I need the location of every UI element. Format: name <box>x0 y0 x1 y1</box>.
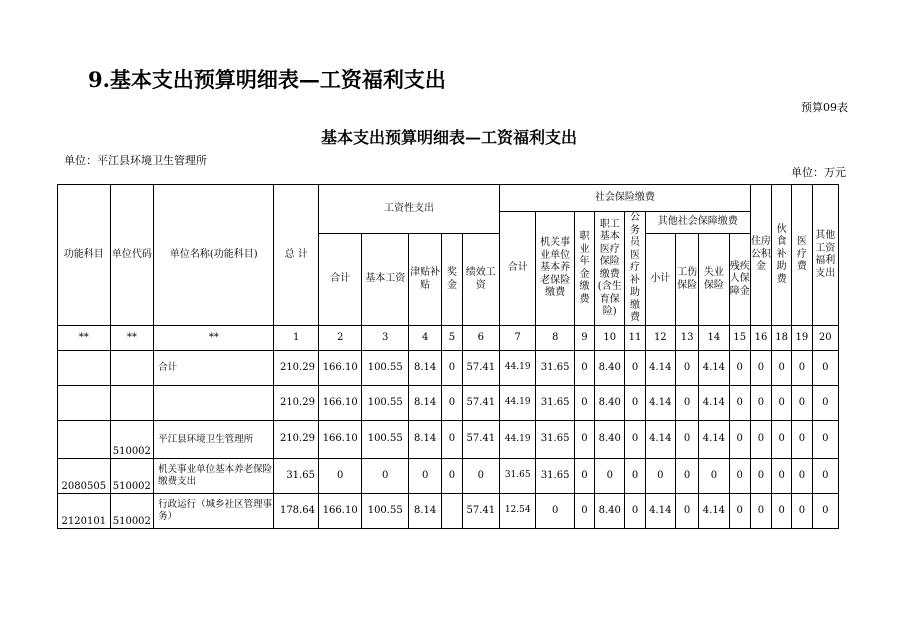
header-other-subtotal: 小计 <box>645 234 675 326</box>
value-cell: 44.19 <box>500 351 536 386</box>
value-cell: 8.40 <box>595 386 625 421</box>
value-cell: 0 <box>772 351 792 386</box>
value-cell: 31.65 <box>536 386 574 421</box>
value-cell: 8.14 <box>408 351 441 386</box>
page-heading: 9.基本支出预算明细表—工资福利支出 <box>88 67 446 92</box>
column-index-cell: ** <box>110 326 153 351</box>
value-cell: 0 <box>574 494 594 529</box>
column-index-cell: 3 <box>362 326 409 351</box>
value-cell: 44.19 <box>500 421 536 459</box>
value-cell: 178.64 <box>274 494 319 529</box>
column-index-cell: 1 <box>274 326 319 351</box>
value-cell: 166.10 <box>318 386 361 421</box>
value-cell: 166.10 <box>318 494 361 529</box>
header-basic-wage: 基本工资 <box>362 234 409 326</box>
value-cell: 0 <box>574 386 594 421</box>
value-cell: 0 <box>772 386 792 421</box>
column-index-cell: 8 <box>536 326 574 351</box>
value-cell: 0 <box>675 494 698 529</box>
value-cell: 0 <box>772 494 792 529</box>
value-cell: 8.14 <box>408 421 441 459</box>
unit-code-cell: 510002 <box>110 459 153 494</box>
value-cell: 0 <box>675 386 698 421</box>
value-cell: 4.14 <box>645 421 675 459</box>
header-total: 总 计 <box>274 185 319 326</box>
table-row <box>58 421 839 459</box>
value-cell: 0 <box>729 386 750 421</box>
column-index-cell: 15 <box>729 326 750 351</box>
header-other-social-group: 其他社会保障缴费 <box>645 212 750 234</box>
header-social-total: 合计 <box>500 212 536 326</box>
table-row <box>58 386 839 421</box>
unit-name-cell: 机关事业单位基本养老保险缴费支出 <box>154 459 274 494</box>
budget-table <box>57 184 839 529</box>
form-number: 预算09表 <box>801 101 848 114</box>
value-cell: 0 <box>625 421 645 459</box>
value-cell: 0 <box>699 459 729 494</box>
value-cell: 0 <box>625 386 645 421</box>
value-cell: 0 <box>750 494 771 529</box>
value-cell: 166.10 <box>318 351 361 386</box>
header-housing-fund: 住房公积金 <box>750 185 771 326</box>
unit-code-cell <box>110 351 153 386</box>
table-row <box>58 459 839 494</box>
column-index-cell: 19 <box>792 326 812 351</box>
header-injury: 工伤保险 <box>675 234 698 326</box>
value-cell: 0 <box>812 421 839 459</box>
value-cell: 0 <box>442 459 462 494</box>
unit-label: 单位：平江县环境卫生管理所 <box>64 154 207 167</box>
header-wage-total: 合计 <box>318 234 361 326</box>
value-cell: 0 <box>772 421 792 459</box>
header-func-code: 功能科目 <box>58 185 111 326</box>
value-cell: 31.65 <box>536 351 574 386</box>
value-cell: 0 <box>595 459 625 494</box>
value-cell: 0 <box>772 459 792 494</box>
column-index-cell: 9 <box>574 326 594 351</box>
func-code-cell: 2080505 <box>58 459 111 494</box>
table-row <box>58 494 839 529</box>
value-cell: 0 <box>536 494 574 529</box>
column-index-cell: 11 <box>625 326 645 351</box>
value-cell: 8.14 <box>408 494 441 529</box>
value-cell: 8.40 <box>595 421 625 459</box>
value-cell: 0 <box>729 459 750 494</box>
header-unit-code: 单位代码 <box>110 185 153 326</box>
column-index-cell: ** <box>154 326 274 351</box>
value-cell: 0 <box>442 386 462 421</box>
value-cell: 0 <box>729 421 750 459</box>
value-cell: 0 <box>729 494 750 529</box>
table-title: 基本支出预算明细表—工资福利支出 <box>320 128 577 147</box>
value-cell: 0 <box>318 459 361 494</box>
value-cell: 44.19 <box>500 386 536 421</box>
money-unit-label: 单位：万元 <box>791 166 846 179</box>
value-cell: 31.65 <box>274 459 319 494</box>
column-index-row <box>58 326 839 351</box>
column-index-cell: 20 <box>812 326 839 351</box>
value-cell: 100.55 <box>362 494 409 529</box>
table-row <box>58 351 839 386</box>
value-cell: 0 <box>750 421 771 459</box>
unit-name-cell <box>154 386 274 421</box>
func-code-cell: 2120101 <box>58 494 111 529</box>
header-pension: 机关事业单位基本养老保险缴费 <box>536 212 574 326</box>
header-performance: 绩效工资 <box>462 234 499 326</box>
value-cell: 57.41 <box>462 494 499 529</box>
value-cell: 166.10 <box>318 421 361 459</box>
value-cell: 0 <box>362 459 409 494</box>
value-cell: 8.40 <box>595 494 625 529</box>
value-cell: 4.14 <box>699 494 729 529</box>
column-index-cell: 12 <box>645 326 675 351</box>
value-cell: 4.14 <box>645 386 675 421</box>
value-cell: 210.29 <box>274 351 319 386</box>
value-cell: 0 <box>792 459 812 494</box>
column-index-cell: 4 <box>408 326 441 351</box>
header-other-welfare: 其他工资福利支出 <box>812 185 839 326</box>
value-cell: 0 <box>574 351 594 386</box>
column-index-cell: 5 <box>442 326 462 351</box>
value-cell: 4.14 <box>645 351 675 386</box>
value-cell: 0 <box>675 459 698 494</box>
column-index-cell: 10 <box>595 326 625 351</box>
value-cell: 210.29 <box>274 421 319 459</box>
value-cell: 0 <box>574 421 594 459</box>
value-cell: 12.54 <box>500 494 536 529</box>
value-cell: 0 <box>750 351 771 386</box>
unit-name-cell: 合计 <box>154 351 274 386</box>
value-cell: 0 <box>462 459 499 494</box>
value-cell: 0 <box>675 351 698 386</box>
value-cell: 4.14 <box>699 351 729 386</box>
value-cell: 0 <box>812 351 839 386</box>
header-unit-name: 单位名称(功能科目) <box>154 185 274 326</box>
column-index-cell: 16 <box>750 326 771 351</box>
header-disability: 残疾人保障金 <box>729 234 750 326</box>
unit-name-cell: 平江县环境卫生管理所 <box>154 421 274 459</box>
value-cell: 31.65 <box>536 459 574 494</box>
header-unemployment: 失业保险 <box>699 234 729 326</box>
value-cell: 0 <box>792 421 812 459</box>
value-cell: 4.14 <box>699 386 729 421</box>
header-social-group: 社会保险缴费 <box>500 185 751 212</box>
column-index-cell: 13 <box>675 326 698 351</box>
value-cell: 100.55 <box>362 421 409 459</box>
unit-code-cell: 510002 <box>110 421 153 459</box>
column-index-cell: 2 <box>318 326 361 351</box>
value-cell: 0 <box>675 421 698 459</box>
header-medical-fee: 医疗费 <box>792 185 812 326</box>
func-code-cell <box>58 351 111 386</box>
value-cell: 4.14 <box>699 421 729 459</box>
header-allowance: 津贴补贴 <box>408 234 441 326</box>
value-cell: 0 <box>729 351 750 386</box>
value-cell: 0 <box>408 459 441 494</box>
value-cell: 210.29 <box>274 386 319 421</box>
value-cell <box>442 494 462 529</box>
column-index-cell: 18 <box>772 326 792 351</box>
header-annuity: 职业年金缴费 <box>574 212 594 326</box>
value-cell: 100.55 <box>362 386 409 421</box>
unit-name-cell: 行政运行（城乡社区管理事务） <box>154 494 274 529</box>
value-cell: 0 <box>750 459 771 494</box>
header-meal-subsidy: 伙食补助费 <box>772 185 792 326</box>
value-cell: 0 <box>625 351 645 386</box>
header-medical: 职工基本医疗保险缴费(含生育保险) <box>595 212 625 326</box>
value-cell: 57.41 <box>462 386 499 421</box>
value-cell: 4.14 <box>645 494 675 529</box>
value-cell: 0 <box>750 386 771 421</box>
func-code-cell <box>58 386 111 421</box>
value-cell: 0 <box>792 494 812 529</box>
header-civil-medical: 公务员医疗补助缴费 <box>625 212 645 326</box>
column-index-cell: ** <box>58 326 111 351</box>
value-cell: 0 <box>792 351 812 386</box>
value-cell: 31.65 <box>536 421 574 459</box>
value-cell: 0 <box>625 459 645 494</box>
value-cell: 0 <box>645 459 675 494</box>
value-cell: 100.55 <box>362 351 409 386</box>
value-cell: 0 <box>442 421 462 459</box>
value-cell: 0 <box>792 386 812 421</box>
unit-code-cell: 510002 <box>110 494 153 529</box>
value-cell: 0 <box>574 459 594 494</box>
column-index-cell: 6 <box>462 326 499 351</box>
value-cell: 57.41 <box>462 351 499 386</box>
header-bonus: 奖金 <box>442 234 462 326</box>
value-cell: 57.41 <box>462 421 499 459</box>
value-cell: 8.14 <box>408 386 441 421</box>
func-code-cell <box>58 421 111 459</box>
value-cell: 8.40 <box>595 351 625 386</box>
value-cell: 0 <box>625 494 645 529</box>
header-wage-group: 工资性支出 <box>318 185 499 234</box>
value-cell: 0 <box>812 494 839 529</box>
column-index-cell: 7 <box>500 326 536 351</box>
column-index-cell: 14 <box>699 326 729 351</box>
unit-code-cell <box>110 386 153 421</box>
value-cell: 0 <box>442 351 462 386</box>
value-cell: 31.65 <box>500 459 536 494</box>
value-cell: 0 <box>812 459 839 494</box>
value-cell: 0 <box>812 386 839 421</box>
